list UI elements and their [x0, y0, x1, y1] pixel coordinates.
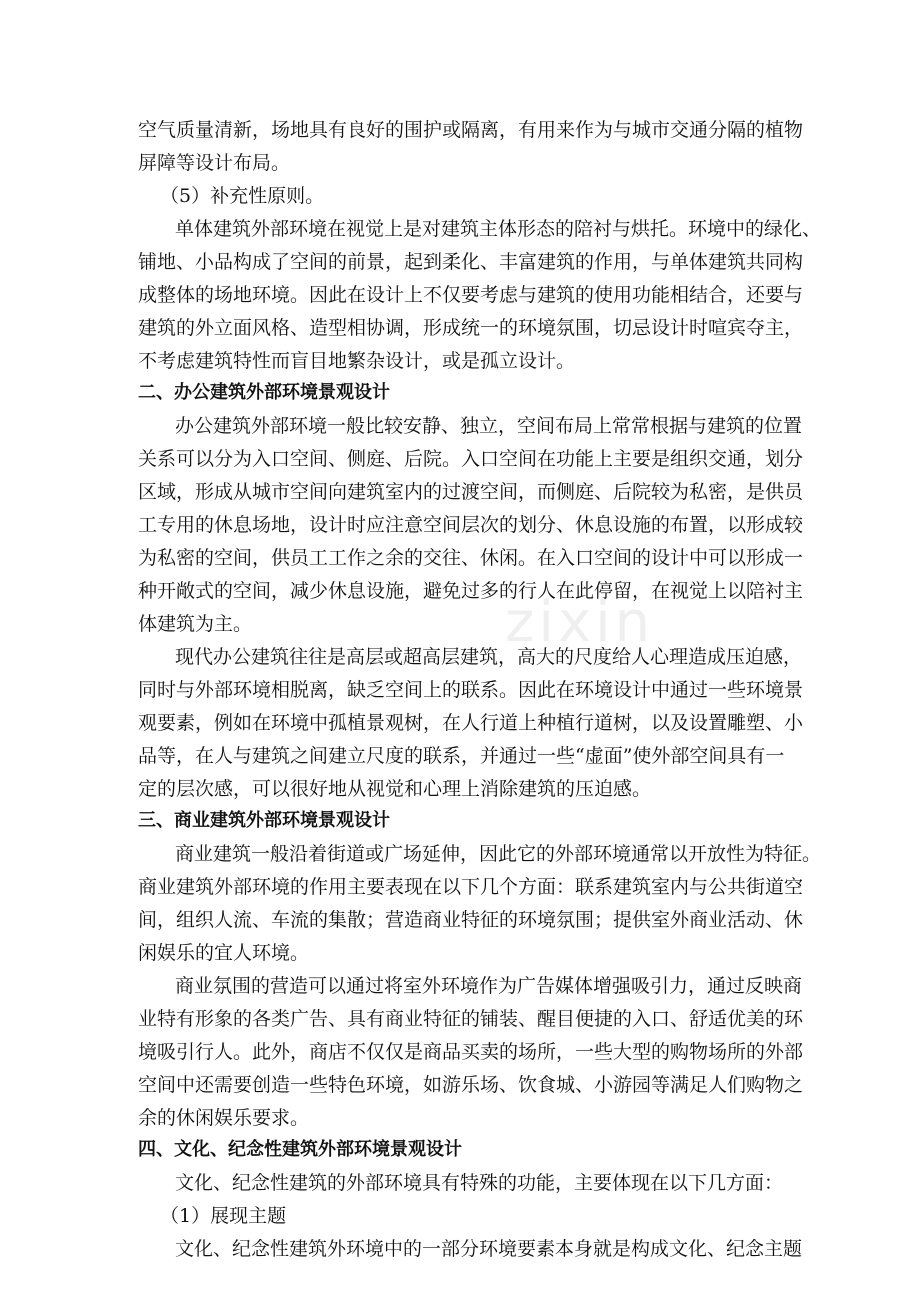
text-line: 区域，形成从城市空间向建筑室内的过渡空间，而侧庭、后院较为私密，是供员 — [138, 481, 804, 503]
text-line: 办公建筑外部环境一般比较安静、独立，空间布局上常常根据与建筑的位置 — [175, 415, 803, 437]
text-line: 单体建筑外部环境在视觉上是对建筑主体形态的陪衬与烘托。环境中的绿化、 — [175, 218, 822, 240]
section-heading: 三、商业建筑外部环境景观设计 — [138, 810, 390, 831]
text-line: 现代办公建筑往往是高层或超高层建筑，高大的尺度给人心理造成压迫感， — [175, 646, 803, 668]
text-line: （5）补充性原则。 — [160, 185, 325, 207]
text-line: （1）展现主题 — [160, 1205, 287, 1227]
text-line: 工专用的休息场地，设计时应注意空间层次的划分、休息设施的布置，以形成较 — [138, 514, 804, 536]
text-line: 间，组织人流、车流的集散；营造商业特征的环境氛围；提供室外商业活动、休 — [138, 909, 804, 931]
text-line: 空间中还需要创造一些特色环境，如游乐场、饮食城、小游园等满足人们购物之 — [138, 1074, 804, 1096]
text-line: 为私密的空间，供员工工作之余的交往、休闲。在入口空间的设计中可以形成一 — [138, 547, 804, 569]
text-line: 余的休闲娱乐要求。 — [138, 1107, 310, 1129]
text-line: 商业氛围的营造可以通过将室外环境作为广告媒体增强吸引力，通过反映商 — [175, 975, 803, 997]
text-line: 观要素，例如在环境中孤植景观树，在人行道上种植行道树，以及设置雕塑、小 — [138, 712, 804, 734]
text-line: 商业建筑一般沿着街道或广场延伸，因此它的外部环境通常以开放性为特征。 — [175, 843, 822, 865]
text-line: 空气质量清新，场地具有良好的围护或隔离，有用来作为与城市交通分隔的植物 — [138, 119, 804, 141]
text-line: 境吸引行人。此外，商店不仅仅是商品买卖的场所，一些大型的购物场所的外部 — [138, 1041, 804, 1063]
text-line: 种开敞式的空间，减少休息设施，避免过多的行人在此停留，在视觉上以陪衬主 — [138, 580, 804, 602]
text-line: 同时与外部环境相脱离，缺乏空间上的联系。因此在环境设计中通过一些环境景 — [138, 679, 804, 701]
watermark: zixin — [505, 590, 655, 655]
section-heading: 四、文化、纪念性建筑外部环境景观设计 — [138, 1139, 462, 1160]
text-line: 关系可以分为入口空间、侧庭、后院。入口空间在功能上主要是组织交通，划分 — [138, 448, 804, 470]
text-line: 文化、纪念性建筑的外部环境具有特殊的功能，主要体现在以下几方面： — [175, 1172, 784, 1194]
text-line: 商业建筑外部环境的作用主要表现在以下几个方面：联系建筑室内与公共街道空 — [138, 876, 804, 898]
text-line: 定的层次感，可以很好地从视觉和心理上消除建筑的压迫感。 — [138, 778, 652, 800]
text-line: 品等，在人与建筑之间建立尺度的联系，并通过一些“虚面”使外部空间具有一 — [138, 745, 785, 767]
text-line: 文化、纪念性建筑外环境中的一部分环境要素本身就是构成文化、纪念主题 — [175, 1238, 803, 1260]
text-line: 不考虑建筑特性而盲目地繁杂设计，或是孤立设计。 — [138, 350, 576, 372]
text-line: 铺地、小品构成了空间的前景，起到柔化、丰富建筑的作用，与单体建筑共同构 — [138, 251, 804, 273]
text-line: 建筑的外立面风格、造型相协调，形成统一的环境氛围，切忌设计时喧宾夺主， — [138, 317, 804, 339]
text-line: 业特有形象的各类广告、具有商业特征的铺装、醒目便捷的入口、舒适优美的环 — [138, 1008, 804, 1030]
text-line: 体建筑为主。 — [138, 613, 253, 635]
text-line: 屏障等设计布局。 — [138, 152, 291, 174]
text-line: 成整体的场地环境。因此在设计上不仅要考虑与建筑的使用功能相结合，还要与 — [138, 284, 804, 306]
section-heading: 二、办公建筑外部环境景观设计 — [138, 382, 390, 403]
text-line: 闲娱乐的宜人环境。 — [138, 942, 310, 964]
